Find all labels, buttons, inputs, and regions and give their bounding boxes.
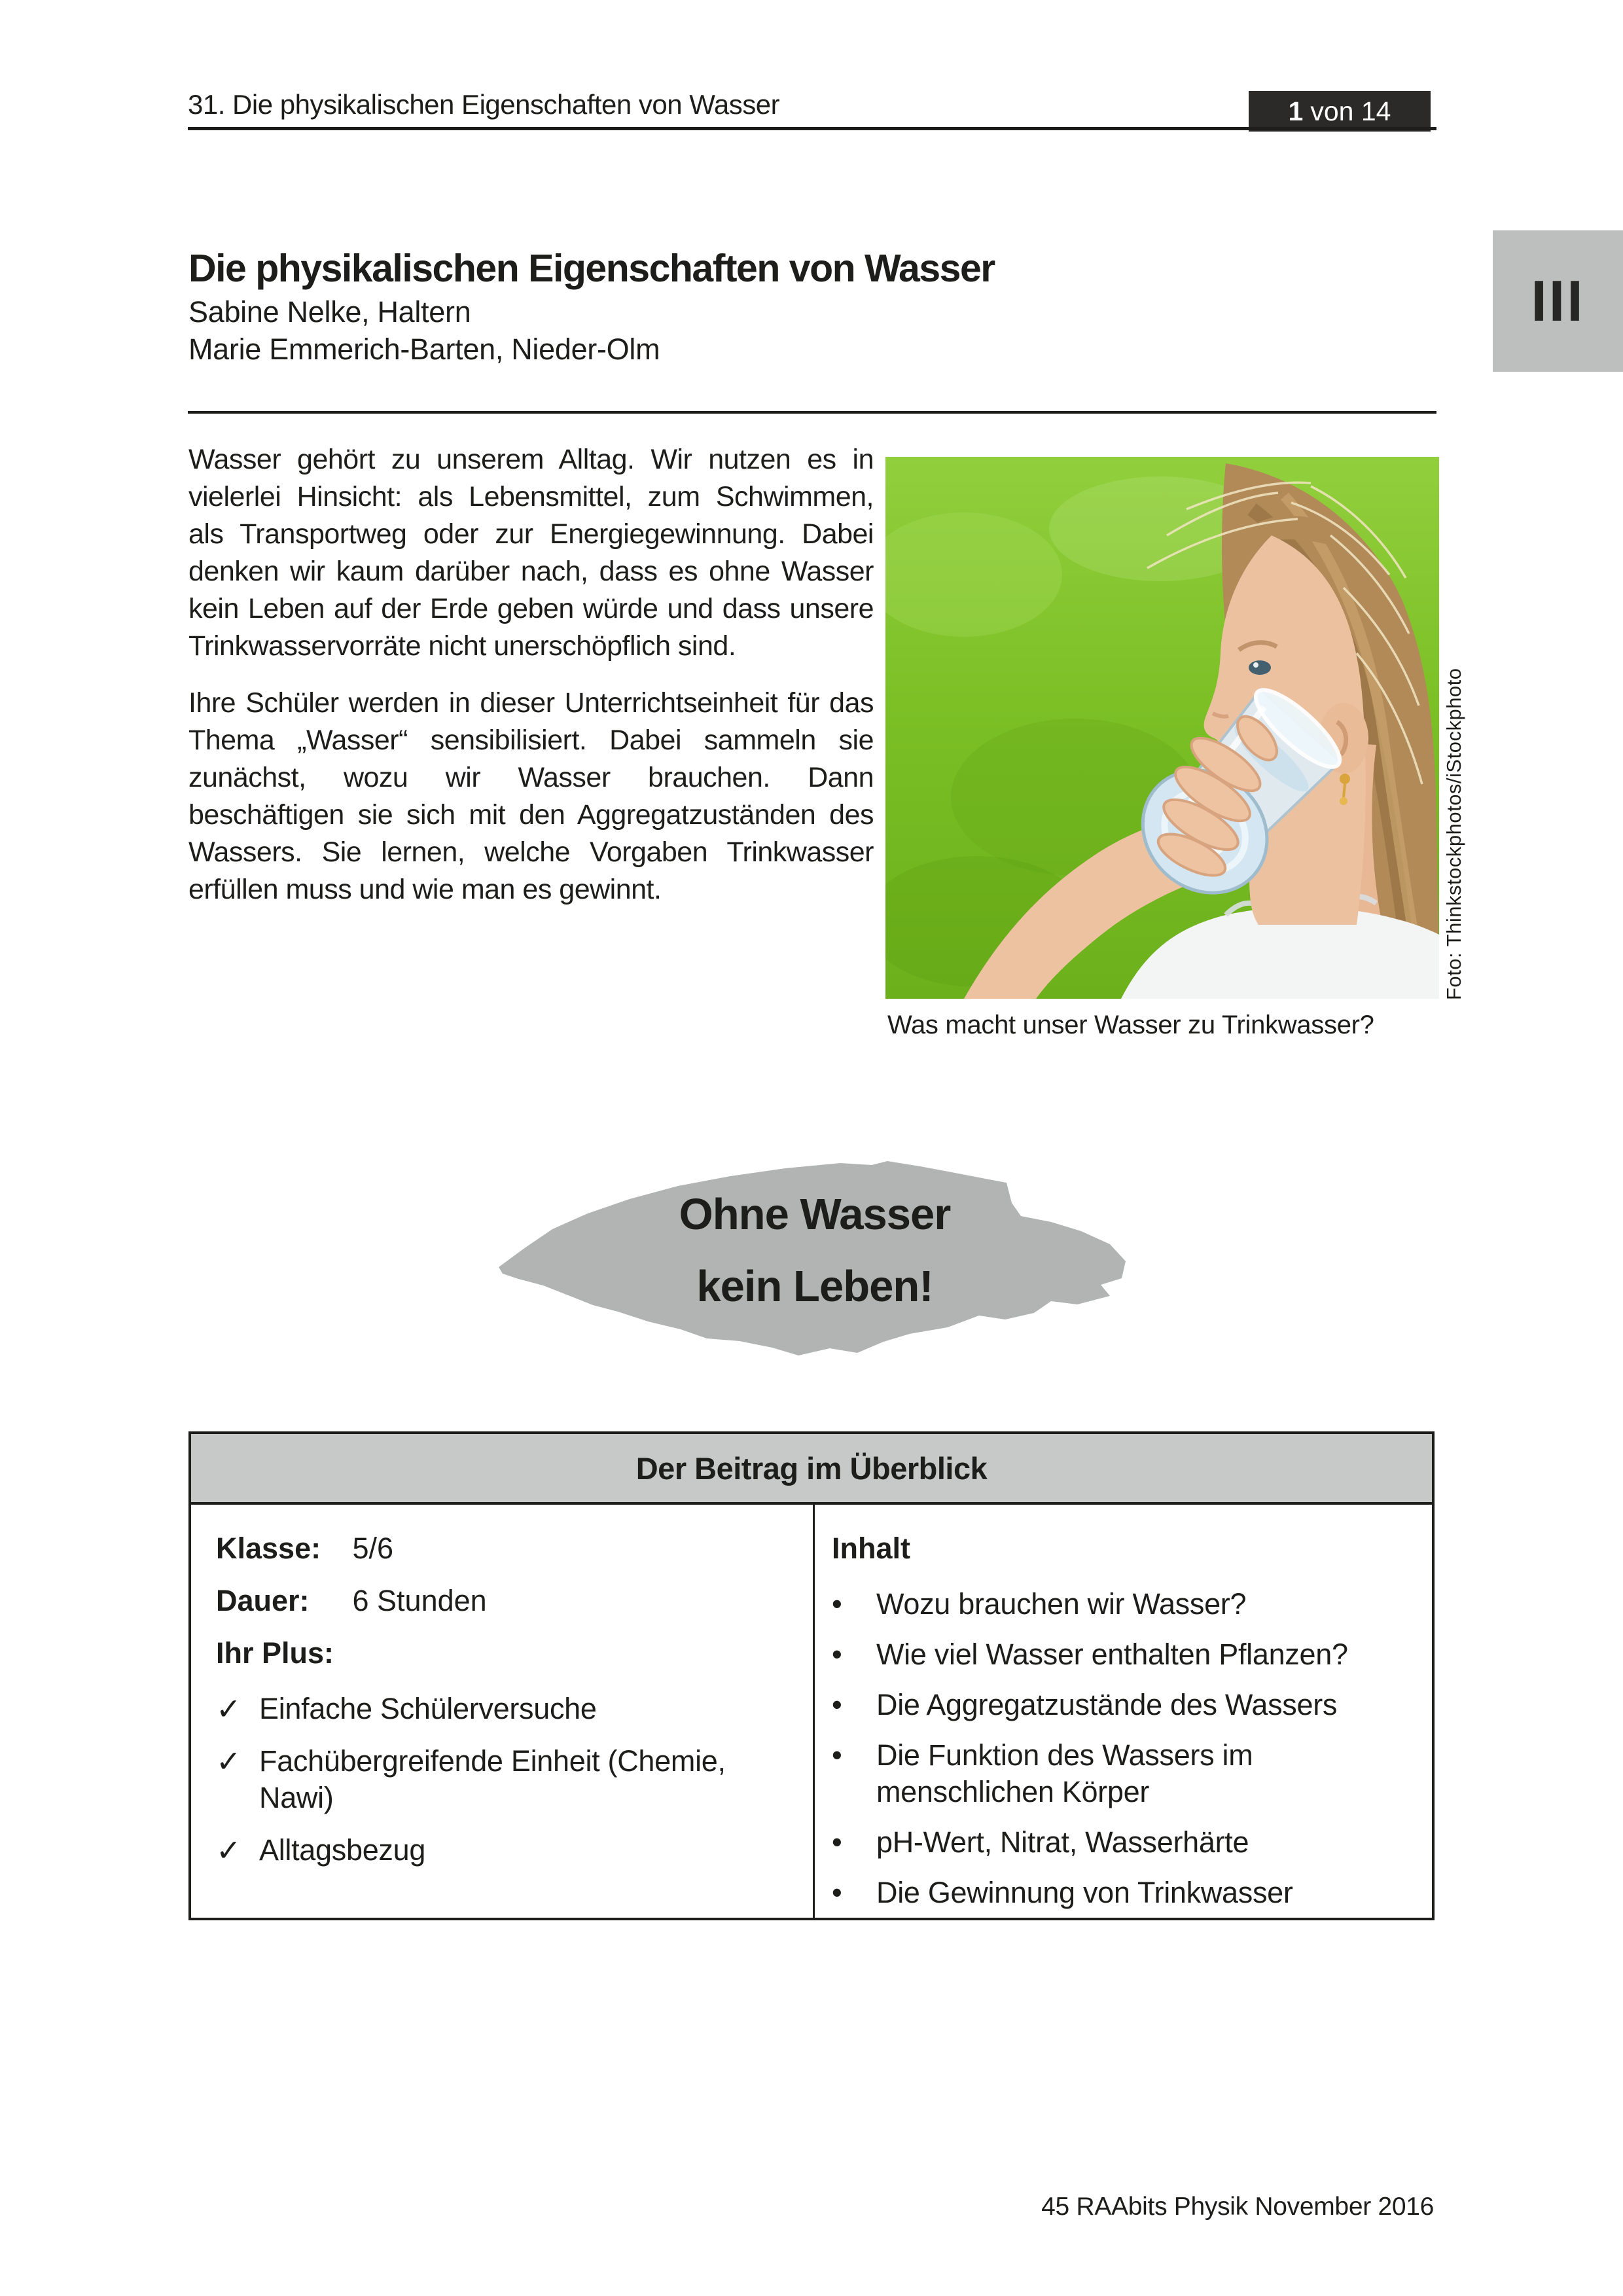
photo-illustration xyxy=(885,457,1439,999)
klasse-value: 5/6 xyxy=(352,1532,394,1565)
inhalt-item-text: Die Gewinnung von Trinkwasser xyxy=(876,1876,1293,1909)
plus-item xyxy=(216,1832,793,1869)
slogan-banner xyxy=(490,1145,1139,1363)
inhalt-item xyxy=(832,1586,1414,1623)
author-block xyxy=(188,293,660,368)
page-title: Die physikalischen Eigenschaften von Wasser xyxy=(188,246,995,290)
banner-graphic xyxy=(490,1145,1139,1363)
inhalt-label: Inhalt xyxy=(832,1532,910,1565)
inhalt-item-text: Wozu brauchen wir Wasser? xyxy=(876,1587,1247,1621)
overview-table xyxy=(188,1431,1435,1920)
klasse-row xyxy=(216,1534,793,1563)
header-rule xyxy=(188,127,1436,130)
inhalt-item-text: pH-Wert, Nitrat, Wasserhärte xyxy=(876,1825,1249,1859)
bullet-icon: • xyxy=(832,1688,842,1721)
author-line: Sabine Nelke, Haltern xyxy=(188,295,471,329)
dauer-label: Dauer: xyxy=(216,1584,310,1617)
klasse-label: Klasse: xyxy=(216,1532,321,1565)
bullet-icon: • xyxy=(832,1638,842,1671)
photo-caption: Was macht unser Wasser zu Trinkwasser? xyxy=(887,1011,1374,1039)
running-head-chapter: 31. Die physikalischen Eigenschaften von Wasser xyxy=(188,89,780,120)
intro-paragraph: Wasser gehört zu unserem Alltag. Wir nutzen es in vielerlei Hinsicht: als Lebensmittel, zum Schwimmen, als Transportweg oder zur Energiegewinnung. Dabei denken wir kaum darüber nach, dass es ohne Wasser kein Leben auf der Erde geben würde und dass unsere Trinkwasservorräte nicht unerschöpflich sind. xyxy=(188,444,874,662)
dauer-row xyxy=(216,1586,793,1615)
inhalt-item xyxy=(832,1874,1414,1911)
inhalt-item-text: Die Aggregatzustände des Wassers xyxy=(876,1688,1338,1721)
plus-item xyxy=(216,1691,793,1727)
plus-item-text: Alltagsbezug xyxy=(259,1833,426,1867)
intro-paragraph: Ihre Schüler werden in dieser Unterrichtseinheit für das Thema „Wasser“ sensibilisiert. Dabei sammeln sie zunächst, wozu wir Wasser brauchen. Dann beschäftigen sie sich mit den Aggregatzuständen des Wassers. Sie lernen, welche Vorgaben Trinkwasser erfüllen muss und wie man es gewinnt. xyxy=(188,687,874,905)
author-line: Marie Emmerich-Barten, Nieder-Olm xyxy=(188,332,660,366)
inhalt-item-text: Wie viel Wasser enthalten Pflanzen? xyxy=(876,1638,1348,1671)
photo-girl-drinking-water xyxy=(885,457,1439,999)
inhalt-item xyxy=(832,1824,1414,1861)
overview-right-cell xyxy=(815,1505,1432,1918)
title-rule xyxy=(188,411,1436,414)
overview-left-cell xyxy=(191,1505,815,1918)
plus-item xyxy=(216,1743,793,1816)
checkmark-icon: ✓ xyxy=(216,1692,241,1726)
photo-credit: Foto: Thinkstockphotos/iStockphoto xyxy=(1442,668,1465,1000)
inhalt-item xyxy=(832,1687,1414,1723)
banner-line-2: kein Leben! xyxy=(696,1262,933,1311)
bullet-icon: • xyxy=(832,1587,842,1621)
section-tab-marker: III xyxy=(1493,230,1623,372)
page-number-current: 1 xyxy=(1288,96,1304,126)
page-number-badge xyxy=(1249,91,1431,132)
checkmark-icon: ✓ xyxy=(216,1833,241,1867)
page-number-total: von 14 xyxy=(1310,96,1391,126)
plus-label: Ihr Plus: xyxy=(216,1636,334,1670)
banner-line-1: Ohne Wasser xyxy=(679,1190,951,1239)
overview-table-body xyxy=(191,1505,1432,1918)
bullet-icon: • xyxy=(832,1825,842,1859)
dauer-value: 6 Stunden xyxy=(352,1584,487,1617)
footer-imprint: 45 RAAbits Physik November 2016 xyxy=(1041,2193,1434,2221)
inhalt-item xyxy=(832,1737,1414,1810)
inhalt-item-text: Die Funktion des Wassers im menschlichen Körper xyxy=(876,1738,1253,1808)
plus-item-text: Einfache Schülerversuche xyxy=(259,1692,597,1725)
bullet-icon: • xyxy=(832,1738,842,1772)
overview-table-title: Der Beitrag im Überblick xyxy=(191,1434,1432,1505)
intro-text-column xyxy=(188,441,874,928)
inhalt-item xyxy=(832,1636,1414,1673)
checkmark-icon: ✓ xyxy=(216,1744,241,1778)
bullet-icon: • xyxy=(832,1876,842,1909)
plus-item-text: Fachübergreifende Einheit (Chemie, Nawi) xyxy=(259,1744,726,1814)
